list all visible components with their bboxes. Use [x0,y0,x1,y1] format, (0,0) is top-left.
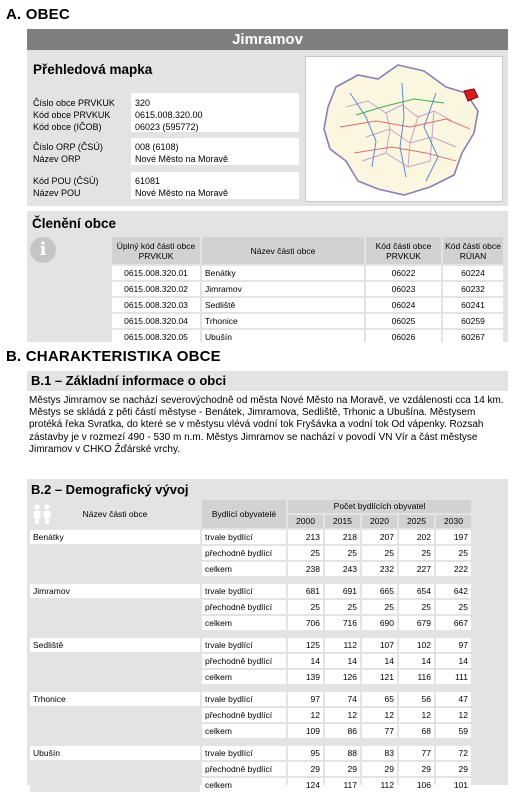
resident-type: trvale bydlící [202,530,286,544]
part-name-cell [30,546,200,560]
population-value: 86 [325,724,360,738]
population-value: 12 [399,708,434,722]
demography-row [30,654,471,668]
id-value: 06023 (595772) [135,122,199,132]
id-label: Název ORP [33,154,81,164]
part-ruian-code: 60232 [443,282,503,296]
resident-type: trvale bydlící [202,692,286,706]
part-name-cell: Ubušín [30,746,200,760]
population-value: 74 [325,692,360,706]
resident-type: trvale bydlící [202,638,286,652]
year-header: 2015 [325,515,360,528]
id-label: Číslo ORP (ČSÚ) [33,142,103,152]
demography-row [30,708,471,722]
part-name: Sedliště [202,298,364,312]
part-full-code: 0615.008.320.03 [112,298,200,312]
population-value: 124 [288,778,323,792]
population-value: 12 [325,708,360,722]
col-header-part: Název části obce [82,508,148,519]
population-value: 106 [399,778,434,792]
part-name: Jimramov [202,282,364,296]
resident-type: celkem [202,670,286,684]
population-value: 116 [399,670,434,684]
parts-row [112,298,503,312]
section-b-title: B. CHARAKTERISTIKA OBCE [6,348,221,365]
population-value: 679 [399,616,434,630]
population-value: 101 [436,778,471,792]
part-full-code: 0615.008.320.04 [112,314,200,328]
population-value: 121 [362,670,397,684]
population-value: 14 [325,654,360,668]
demography-table [28,498,473,792]
section-a-title: A. OBEC [6,6,70,23]
population-value: 47 [436,692,471,706]
population-value: 95 [288,746,323,760]
population-value: 29 [362,762,397,776]
id-value: Nové Město na Moravě [135,188,229,198]
demography-row [30,746,471,760]
id-label: Kód obce (IČOB) [33,122,102,132]
population-value: 716 [325,616,360,630]
population-value: 691 [325,584,360,598]
part-name-cell [30,670,200,684]
demography-row [30,762,471,776]
population-value: 197 [436,530,471,544]
id-value: 0615.008.320.00 [135,110,203,120]
population-value: 25 [325,600,360,614]
resident-type: přechodně bydlící [202,654,286,668]
part-name: Trhonice [202,314,364,328]
part-full-code: 0615.008.320.01 [112,266,200,280]
resident-type: celkem [202,616,286,630]
population-value: 77 [362,724,397,738]
population-value: 72 [436,746,471,760]
resident-type: přechodně bydlící [202,708,286,722]
part-name-cell [30,616,200,630]
part-prvkuk-code: 06023 [366,282,441,296]
population-value: 227 [399,562,434,576]
population-value: 667 [436,616,471,630]
population-value: 243 [325,562,360,576]
population-value: 12 [362,708,397,722]
col-header-count: Počet bydlících obyvatel [288,500,471,513]
demography-row [30,616,471,630]
b1-title: B.1 – Základní informace o obci [27,371,508,391]
population-value: 29 [436,762,471,776]
population-value: 25 [362,546,397,560]
year-header: 2020 [362,515,397,528]
population-value: 126 [325,670,360,684]
part-name-cell [30,724,200,738]
population-value: 68 [399,724,434,738]
part-name-cell: Jimramov [30,584,200,598]
population-value: 97 [436,638,471,652]
part-prvkuk-code: 06024 [366,298,441,312]
resident-type: přechodně bydlící [202,762,286,776]
population-value: 111 [436,670,471,684]
demography-row [30,530,471,544]
demography-row [30,724,471,738]
population-value: 56 [399,692,434,706]
population-value: 654 [399,584,434,598]
part-name-cell [30,778,200,792]
population-value: 25 [399,546,434,560]
part-full-code: 0615.008.320.02 [112,282,200,296]
demography-row [30,778,471,792]
municipality-name: Jimramov [27,29,508,50]
population-value: 642 [436,584,471,598]
population-value: 29 [399,762,434,776]
part-prvkuk-code: 06025 [366,314,441,328]
population-value: 25 [399,600,434,614]
population-value: 706 [288,616,323,630]
col-header-ruian-code: Kód části obce RÚIAN [443,237,503,264]
population-value: 109 [288,724,323,738]
demography-row [30,670,471,684]
population-value: 25 [362,600,397,614]
parts-table [110,235,505,346]
population-value: 107 [362,638,397,652]
demography-row [30,692,471,706]
population-value: 25 [288,600,323,614]
id-value: 61081 [135,176,161,186]
population-value: 102 [399,638,434,652]
part-name: Ubušín [202,330,364,344]
population-value: 665 [362,584,397,598]
population-value: 202 [399,530,434,544]
overview-map [305,56,503,202]
b1-description: Městys Jimramov se nachází severovýchodně od města Nové Město na Moravě, ve vzdálenosti cca 14 km. Městys se skládá z pěti částí městyse - Benátek, Jimramova, Sedliště, Trhonic a Ubušína. Městysem protéká řeka Svratka, do které se v městysu vlévá vodní tok Fryšávka a vodní tok Od vápenky. Rozsah zástavby je v rozmezí 490 - 530 m n.m. Městys Jimramov se nachází v povodí VN Vír a část městyse Jimramov v CHKO Žďárské vrchy. [29,395,504,455]
col-header-prvkuk-code: Kód části obce PRVKUK [366,237,441,264]
population-value: 207 [362,530,397,544]
population-value: 65 [362,692,397,706]
population-value: 25 [436,546,471,560]
demography-row [30,600,471,614]
population-value: 25 [288,546,323,560]
col-header-type: Bydlící obyvatelé [202,500,286,528]
id-label: Kód POU (ČSÚ) [33,176,99,186]
population-value: 232 [362,562,397,576]
parts-row [112,330,503,344]
id-value: 008 (6108) [135,142,179,152]
population-value: 218 [325,530,360,544]
resident-type: celkem [202,778,286,792]
col-header-full-code: Úplný kód části obce PRVKUK [112,237,200,264]
population-value: 14 [288,654,323,668]
id-label: Název POU [33,188,81,198]
id-value: Nové Město na Moravě [135,154,229,164]
resident-type: trvale bydlící [202,584,286,598]
resident-type: celkem [202,724,286,738]
population-value: 117 [325,778,360,792]
resident-type: trvale bydlící [202,746,286,760]
year-header: 2025 [399,515,434,528]
population-value: 238 [288,562,323,576]
parts-row [112,314,503,328]
population-value: 213 [288,530,323,544]
parts-row [112,282,503,296]
id-label: Kód obce PRVKUK [33,110,111,120]
part-name: Benátky [202,266,364,280]
population-value: 690 [362,616,397,630]
population-value: 97 [288,692,323,706]
col-header-part-name: Název části obce [202,237,364,264]
part-ruian-code: 60259 [443,314,503,328]
population-value: 12 [288,708,323,722]
population-value: 77 [399,746,434,760]
part-full-code: 0615.008.320.05 [112,330,200,344]
population-value: 139 [288,670,323,684]
id-value: 320 [135,98,151,108]
id-label: Číslo obce PRVKUK [33,98,115,108]
part-ruian-code: 60241 [443,298,503,312]
b2-title: B.2 – Demografický vývoj [31,482,189,497]
parts-title: Členění obce [32,216,117,231]
population-value: 88 [325,746,360,760]
demography-row [30,638,471,652]
population-value: 14 [399,654,434,668]
population-value: 125 [288,638,323,652]
resident-type: přechodně bydlící [202,600,286,614]
population-value: 59 [436,724,471,738]
part-name-cell [30,708,200,722]
demography-row [30,562,471,576]
population-value: 112 [325,638,360,652]
part-name-cell [30,762,200,776]
population-value: 25 [436,600,471,614]
part-name-cell [30,600,200,614]
population-value: 14 [436,654,471,668]
map-title: Přehledová mapka [33,62,153,77]
part-name-cell [30,654,200,668]
population-value: 29 [288,762,323,776]
population-value: 222 [436,562,471,576]
part-ruian-code: 60267 [443,330,503,344]
population-value: 14 [362,654,397,668]
year-header: 2030 [436,515,471,528]
parts-row [112,266,503,280]
resident-type: celkem [202,562,286,576]
population-value: 12 [436,708,471,722]
part-ruian-code: 60224 [443,266,503,280]
population-value: 29 [325,762,360,776]
part-name-cell: Sedliště [30,638,200,652]
population-value: 681 [288,584,323,598]
region-map-image [306,57,504,203]
year-header: 2000 [288,515,323,528]
part-prvkuk-code: 06026 [366,330,441,344]
population-value: 83 [362,746,397,760]
demography-row [30,584,471,598]
part-prvkuk-code: 06022 [366,266,441,280]
part-name-cell: Benátky [30,530,200,544]
population-value: 112 [362,778,397,792]
part-name-cell: Trhonice [30,692,200,706]
population-value: 25 [325,546,360,560]
info-icon: i [30,237,56,263]
demography-row [30,546,471,560]
part-name-cell [30,562,200,576]
resident-type: přechodně bydlící [202,546,286,560]
